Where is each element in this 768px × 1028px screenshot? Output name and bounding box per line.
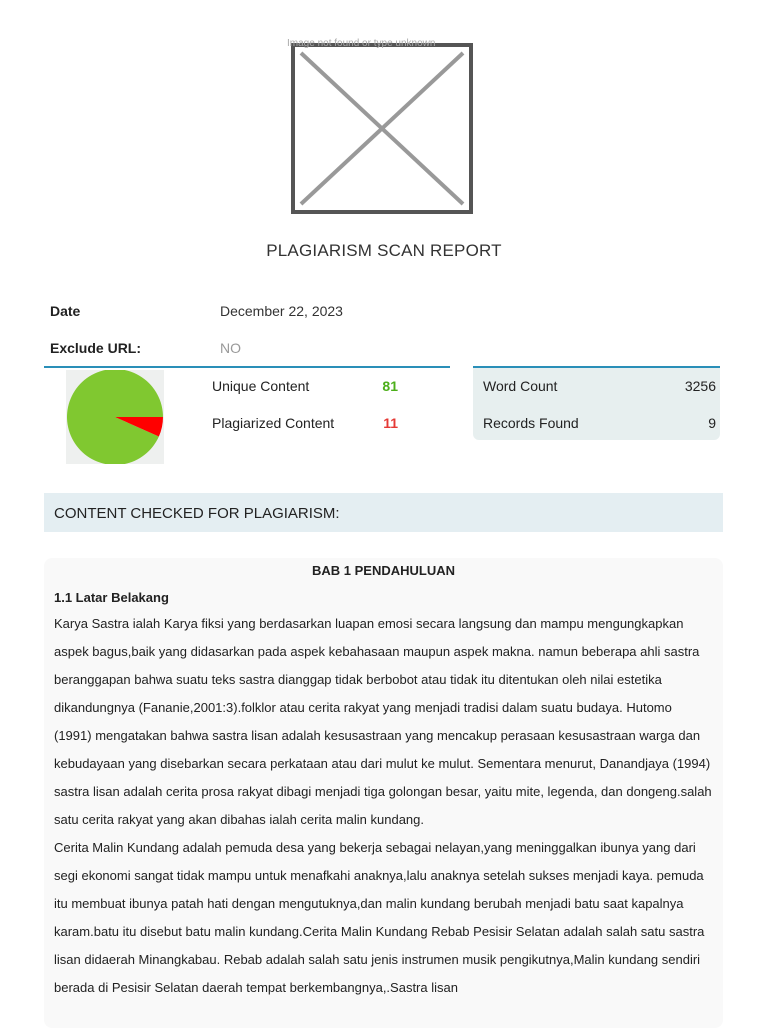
word-count-value: 3256 <box>684 378 716 394</box>
content-paragraph: Cerita Malin Kundang adalah pemuda desa yang bekerja sebagai nelayan,yang meninggalkan ibunya yang dari segi ekonomi sangat tidak mampu untuk menafkahi anaknya,lalu anaknya setelah sukses menjadi kaya. pemuda itu membuat ibunya patah hati dengan mengutuknya,dan malin kundang berubah menjadi batu saat kapalnya karam.batu itu disebut batu malin kundang.Cerita Malin Kundang Rebab Pesisir Selatan adalah salah satu sastra lisan didaerah Minangkabau. Rebab adalah salah satu jenis instrumen musik pengikutnya,Malin kundang sendiri berada di Pesisir Selatan daerah tempat berkembangnya,.Sastra lisan <box>54 840 705 995</box>
date-value: December 22, 2023 <box>220 303 343 319</box>
checked-content <box>44 558 723 1028</box>
plagiarized-content-value: 11 <box>383 415 398 431</box>
content-pie-chart <box>66 370 164 464</box>
word-count-label: Word Count <box>483 378 558 394</box>
subsection-title: 1.1 Latar Belakang <box>54 590 169 605</box>
unique-content-label: Unique Content <box>212 378 310 394</box>
content-paragraph: Karya Sastra ialah Karya fiksi yang berdasarkan luapan emosi secara langsung dan mampu mengungkapkan aspek bagus,baik yang didasarkan pada aspek kebahasaan maupun aspek makna. namun beberapa ahli sastra beranggapan bahwa suatu teks sastra dianggap tidak berbobot atau tidak itu ditentukan oleh nilai estetika dikandungnya (Fananie,2001:3).folklor atau cerita rakyat yang menjadi tradisi dalam suatu budaya. Hutomo (1991) mengatakan bahwa sastra lisan adalah kesusastraan yang mencakup perasaan kesusastraan warga dan kebudayaan yang disebarkan secara perkataan atau dari mulut ke mulut. Sementara menurut, Danandjaya (1994) sastra lisan adalah cerita prosa rakyat dibagi menjadi tiga golongan besar, yaitu mite, legenda, dan dongeng.salah satu cerita rakyat yang akan dibahas ialah cerita malin kundang. <box>54 616 712 827</box>
word-count-row <box>483 378 716 394</box>
report-title: PLAGIARISM SCAN REPORT <box>266 241 502 260</box>
records-found-row <box>483 415 716 431</box>
content-section-heading: CONTENT CHECKED FOR PLAGIARISM: <box>44 493 723 532</box>
unique-content-value: 81 <box>382 378 398 394</box>
exclude-url-label: Exclude URL: <box>50 340 142 356</box>
logo-alt-text: Image not found or type unknown <box>287 38 436 49</box>
stats-summary-box <box>473 366 720 440</box>
date-label: Date <box>50 303 81 319</box>
exclude-url-value: NO <box>220 340 241 356</box>
records-found-value: 9 <box>708 415 716 431</box>
logo-placeholder <box>291 43 473 214</box>
chapter-title: BAB 1 PENDAHULUAN <box>311 563 455 578</box>
plagiarized-content-label: Plagiarized Content <box>212 415 335 431</box>
records-found-label: Records Found <box>483 415 579 431</box>
divider <box>44 366 450 368</box>
broken-image-icon <box>295 47 469 210</box>
